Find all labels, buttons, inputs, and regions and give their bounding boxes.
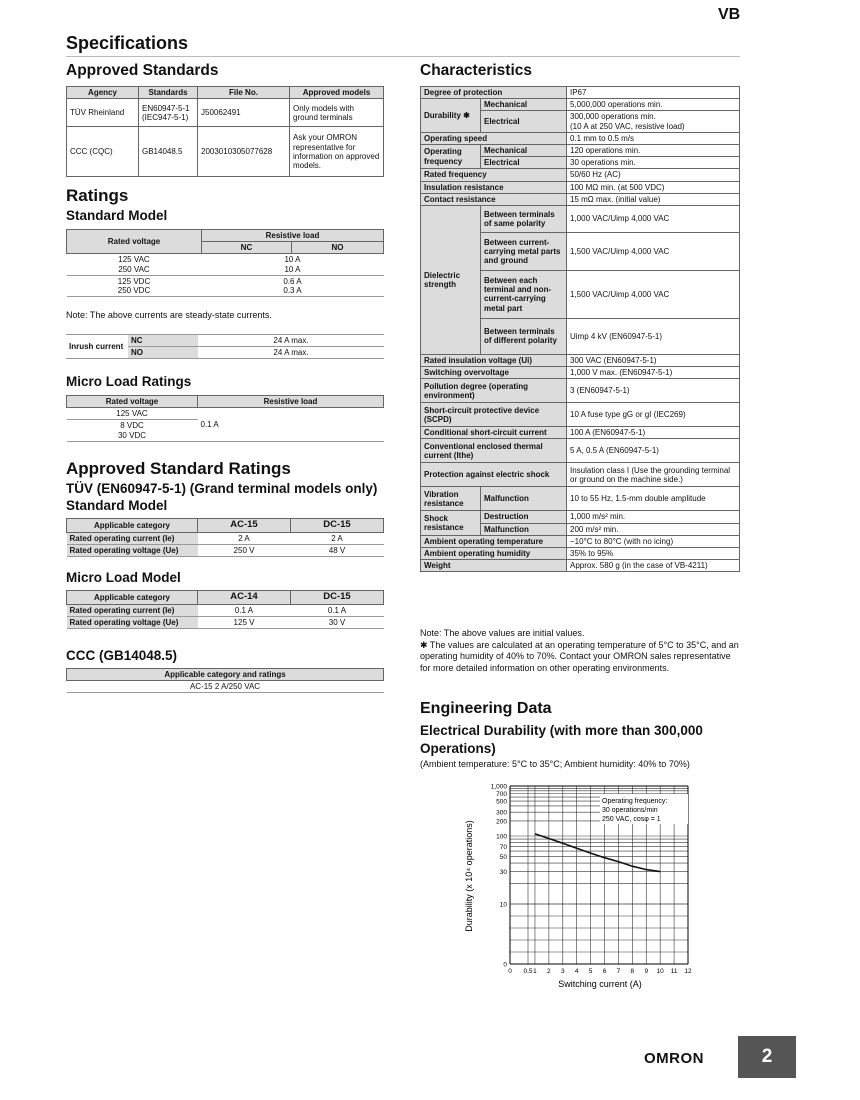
ratings-note: Note: The above currents are steady-state currents. [66,310,272,320]
table-row [421,193,740,205]
table-row [67,254,384,275]
approved-standards-table [66,86,384,177]
y-tick-label: 1,000 [490,783,507,791]
table-row [421,427,740,439]
y-tick-label: 500 [496,798,507,806]
header-cell: File No. [198,87,290,99]
inrush-nc-label: NC [128,335,198,347]
table-row [67,408,384,420]
title-rule [66,56,740,57]
row-label: Short-circuit protective device (SCPD) [421,403,567,427]
x-tick-label: 10 [656,968,664,975]
row-sublabel: Between current-carrying metal parts and ground [481,232,567,270]
annotation-line: 30 operations/min [602,807,658,814]
characteristics-heading: Characteristics [420,62,533,79]
value-cell: IP67 [567,87,740,99]
y-tick-label: 0 [503,961,507,969]
row-label: Dielectric strength [421,205,481,354]
value-cell: 100 A (EN60947-5-1) [567,427,740,439]
value-cell: 35% to 95% [567,548,740,560]
no-header: NO [291,242,383,254]
table-row [67,519,384,533]
table-row [421,487,740,511]
table-row [421,367,740,379]
row-label: Conditional short-circuit current [421,427,567,439]
row-label: Pollution degree (operating environment) [421,379,567,403]
table-row [67,127,384,177]
table-row [421,548,740,560]
table-row [421,205,740,232]
current-value: 0.6 A [283,276,302,286]
value-cell: 10 A fuse type gG or gI (IEC269) [567,403,740,427]
y-tick-label: 700 [496,791,507,799]
row-sublabel: Between terminals of different polarity [481,318,567,354]
product-code: VB [718,6,741,23]
ac-header: AC-14 [198,591,291,605]
value-cell: 5,000,000 operations min. [567,99,740,111]
value-cell: 3 (EN60947-5-1) [567,379,740,403]
load-cell: 0.1 A [198,408,384,442]
row-sublabel: Malfunction [481,487,567,511]
value-cell: 120 operations min. [567,144,740,156]
header-cell: Approved models [290,87,384,99]
table-row [421,132,740,144]
inrush-label: Inrush current [66,335,128,359]
value-cell: 200 m/s² min. [567,523,740,535]
y-tick-label: 50 [499,853,507,861]
x-tick-label: 0.5 [523,968,533,975]
asr-standard-heading: Standard Model [66,498,168,513]
row-label: Rated operating voltage (Ue) [67,545,198,557]
x-tick-label: 9 [644,968,649,975]
category-header: Applicable category [67,591,198,605]
value-cell: Uimp 4 kV (EN60947-5-1) [567,318,740,354]
table-row [421,511,740,523]
table-row [421,560,740,572]
row-label: Shock resistance [421,511,481,535]
inrush-table [66,334,384,359]
row-label: Operating frequency [421,144,481,168]
value-cell: 2 A [291,532,384,544]
micro-load-table [66,395,384,442]
row-sublabel: Mechanical [481,144,567,156]
table-row [67,99,384,127]
value-cell: 48 V [291,545,384,557]
row-sublabel: Between each terminal and non-current-carrying metal part [481,270,567,318]
asr-standard-table [66,518,384,557]
value-cell: 0.1 A [198,604,291,616]
inrush-no-value: 24 A max. [198,347,384,359]
voltage-cell [67,254,202,275]
nc-header: NC [202,242,292,254]
durability-curve [535,834,660,872]
value-cell: 0.1 A [291,604,384,616]
table-row [67,604,384,616]
micro-load-heading: Micro Load Ratings [66,374,192,389]
characteristics-note: Note: The above values are initial values. [420,628,585,638]
row-sublabel: Malfunction [481,523,567,535]
table-row [421,439,740,463]
y-axis-label: Durability (x 10⁴ operations) [464,820,474,932]
table-row [421,403,740,427]
standards-cell: GB14048.5 [139,127,198,177]
row-label: Switching overvoltage [421,367,567,379]
table-row [421,181,740,193]
value-cell: 50/60 Hz (AC) [567,169,740,181]
characteristics-footnote: ✱ The values are calculated at an operating temperature of 5°C to 35°C, and an operating humidity of 40% to 70%. Contact your OMRON sales representative for more detailed information on other operating environments. [420,640,739,673]
row-label: Operating speed [421,132,567,144]
approved-standard-ratings-heading: Approved Standard Ratings [66,459,291,478]
value-cell: 125 V [198,617,291,629]
table-row [421,87,740,99]
standards-cell: EN60947-5-1 (IEC947-5-1) [139,99,198,127]
y-tick-label: 10 [499,901,507,909]
y-tick-label: 200 [496,818,507,826]
row-label: Rated operating current (Ie) [67,532,198,544]
table-row [67,396,384,408]
page-number: 2 [738,1036,796,1078]
table-row [421,535,740,547]
table-row [421,463,740,487]
ratings-table [66,229,384,297]
annotation-line: Operating frequency: [602,798,668,805]
row-label: Degree of protection [421,87,567,99]
annotation-line: 250 VAC, cosφ = 1 [602,816,661,823]
value-cell [567,111,740,132]
asr-micro-table [66,590,384,629]
current-cell [202,254,384,275]
table-row [67,591,384,605]
voltage-cell [67,275,202,296]
header-cell: Agency [67,87,139,99]
value-cell: 2 A [198,532,291,544]
value-cell: Insulation class I (Use the grounding terminal or ground on the machine side.) [567,463,740,487]
dc-header: DC-15 [291,519,384,533]
row-sublabel: Between terminals of same polarity [481,205,567,232]
x-tick-label: 7 [616,968,621,975]
x-tick-label: 3 [560,968,565,975]
voltage-value: 8 VDC [120,421,144,431]
row-label: Durability ✱ [421,99,481,133]
value-cell: 1,000 m/s² min. [567,511,740,523]
current-cell [202,275,384,296]
omron-logo: OMRON [644,1050,704,1067]
row-sublabel: Electrical [481,157,567,169]
current-value: 10 A [284,255,301,265]
page-title: Specifications [66,33,189,53]
row-sublabel: Electrical [481,111,567,132]
value-cell: 1,000 VAC/Uimp 4,000 VAC [567,205,740,232]
table-row [67,669,384,681]
dc-header: DC-15 [291,591,384,605]
ccc-value: AC-15 2 A/250 VAC [67,681,384,693]
row-label: Ambient operating humidity [421,548,567,560]
y-tick-label: 100 [496,833,507,841]
rated-voltage-header: Rated voltage [67,230,202,254]
row-label: Weight [421,560,567,572]
x-tick-label: 5 [588,968,593,975]
x-tick-label: 8 [630,968,635,975]
file-cell: 2003010305077628 [198,127,290,177]
x-tick-label: 4 [574,968,579,975]
table-row [421,354,740,366]
table-row [67,545,384,557]
value-cell: −10°C to 80°C (with no icing) [567,535,740,547]
value-cell: 100 MΩ min. (at 500 VDC) [567,181,740,193]
engineering-data-heading: Engineering Data [420,700,552,717]
row-sublabel: Destruction [481,511,567,523]
inrush-no-label: NO [128,347,198,359]
y-tick-label: 70 [499,844,507,852]
models-cell: Only models with ground terminals [290,99,384,127]
value-cell: Approx. 580 g (in the case of VB-4211) [567,560,740,572]
models-cell: Ask your OMRON representative for information on approved models. [290,127,384,177]
row-label: Contact resistance [421,193,567,205]
durability-chart [452,776,712,996]
x-tick-label: 6 [602,968,607,975]
table-row [67,275,384,296]
x-axis-label: Switching current (A) [558,979,642,989]
table-row [421,169,740,181]
value-cell: 1,500 VAC/Uimp 4,000 VAC [567,232,740,270]
micro-load-model-heading: Micro Load Model [66,570,181,585]
x-tick-label: 12 [684,968,692,975]
header-cell: Standards [139,87,198,99]
value-cell: 300 VAC (EN60947-5-1) [567,354,740,366]
row-label: Conventional enclosed thermal current (Ithe) [421,439,567,463]
table-row [67,230,384,242]
file-cell: J50062491 [198,99,290,127]
value-cell: 30 operations min. [567,157,740,169]
row-label: Rated insulation voltage (Ui) [421,354,567,366]
y-tick-label: 30 [499,869,507,877]
table-row [421,379,740,403]
table-row [67,617,384,629]
agency-cell: CCC (CQC) [67,127,139,177]
row-label: Vibration resistance [421,487,481,511]
agency-cell: TÜV Rheinland [67,99,139,127]
value-cell: 1,000 V max. (EN60947-5-1) [567,367,740,379]
row-label: Rated operating voltage (Ue) [67,617,198,629]
row-label: Insulation resistance [421,181,567,193]
voltage-cell: 125 VAC [67,408,198,420]
value-cell: 15 mΩ max. (initial value) [567,193,740,205]
voltage-value: 30 VDC [117,430,146,440]
x-tick-label: 2 [547,968,551,975]
ccc-table [66,668,384,693]
ccc-heading: CCC (GB14048.5) [66,648,178,663]
x-tick-label: 0 [508,968,512,975]
ratings-heading: Ratings [66,186,129,205]
x-tick-label: 1 [533,968,537,975]
voltage-value: 125 VDC [117,276,151,286]
value-cell: 5 A, 0.5 A (EN60947-5-1) [567,439,740,463]
table-row [421,144,740,156]
table-row [421,99,740,111]
electrical-durability-heading: Electrical Durability (with more than 300,000 Operations) [420,723,703,756]
resistive-load-header: Resistive load [198,396,384,408]
voltage-value: 250 VDC [117,285,151,295]
value-cell: 0.1 mm to 0.5 m/s [567,132,740,144]
ccc-header: Applicable category and ratings [67,669,384,681]
table-row [67,87,384,99]
value-cell: 250 V [198,545,291,557]
row-label: Ambient operating temperature [421,535,567,547]
voltage-value: 250 VAC [118,264,150,274]
category-header: Applicable category [67,519,198,533]
value-cell: 1,500 VAC/Uimp 4,000 VAC [567,270,740,318]
rated-voltage-header: Rated voltage [67,396,198,408]
resistive-load-header: Resistive load [202,230,384,242]
tuv-heading: TÜV (EN60947-5-1) (Grand terminal models only) [66,481,378,496]
current-value: 0.3 A [283,285,302,295]
approved-standards-heading: Approved Standards [66,62,219,79]
value-line: 300,000 operations min. [570,112,656,122]
row-sublabel: Mechanical [481,99,567,111]
x-tick-label: 11 [670,968,678,975]
voltage-value: 125 VAC [118,255,150,265]
row-label: Rated operating current (Ie) [67,604,198,616]
table-row [67,681,384,693]
table-row [66,335,384,347]
value-line: (10 A at 250 VAC, resistive load) [570,121,685,131]
value-cell: 30 V [291,617,384,629]
current-value: 10 A [284,264,301,274]
row-label: Protection against electric shock [421,463,567,487]
inrush-nc-value: 24 A max. [198,335,384,347]
y-tick-label: 300 [496,809,507,817]
ambient-condition-text: (Ambient temperature: 5°C to 35°C; Ambient humidity: 40% to 70%) [420,759,690,769]
table-row [67,532,384,544]
row-label: Rated frequency [421,169,567,181]
characteristics-table [420,86,740,572]
ac-header: AC-15 [198,519,291,533]
value-cell: 10 to 55 Hz, 1.5-mm double amplitude [567,487,740,511]
voltage-cell [67,420,198,441]
standard-model-heading: Standard Model [66,208,168,223]
